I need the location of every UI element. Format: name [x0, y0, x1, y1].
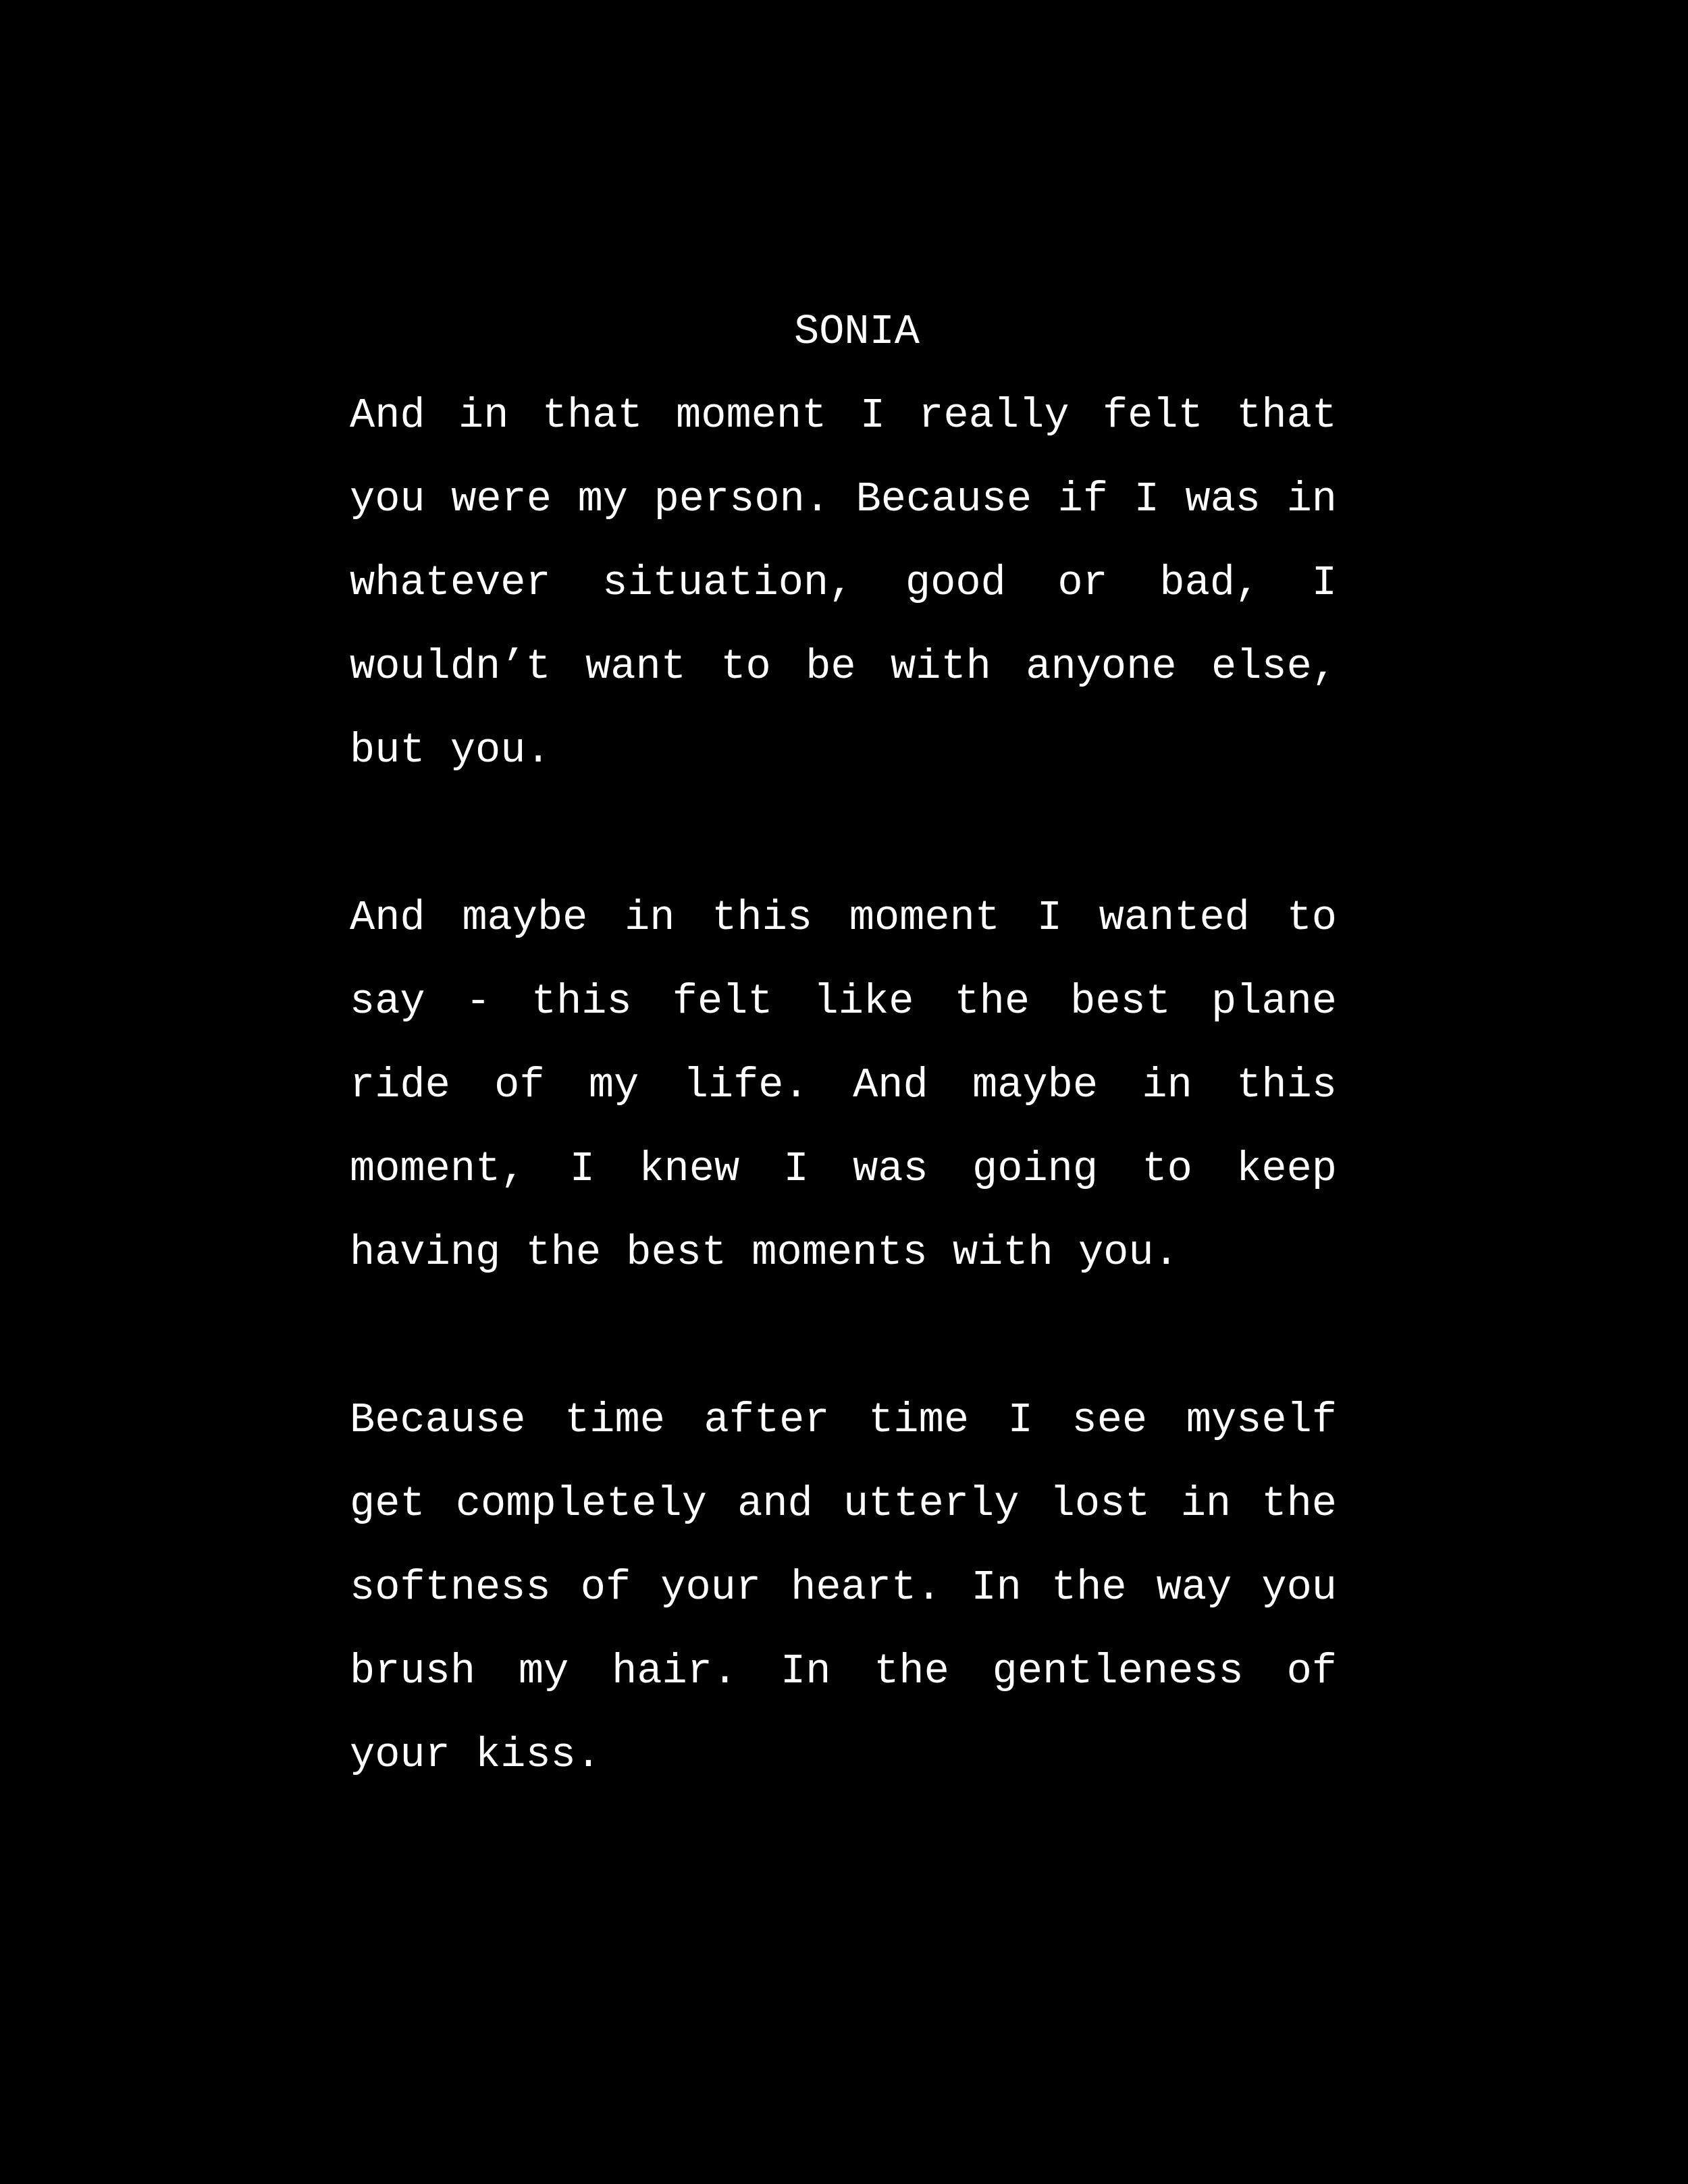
paragraph-spacer — [350, 1295, 1337, 1379]
dialogue-paragraph-1: And in that moment I really felt that you were my person. Because if I was in whatever situation, good or bad, I wouldn’t want to be with anyone else, but you. — [350, 392, 1337, 774]
paragraph-spacer — [350, 793, 1337, 876]
dialogue-block — [350, 290, 1337, 1797]
dialogue-paragraph-3: Because time after time I see myself get completely and utterly lost in the softness of your heart. In the way you brush my hair. In the gentleness of your kiss. — [350, 1396, 1337, 1779]
character-name: SONIA — [793, 308, 920, 356]
dialogue-paragraph-2: And maybe in this moment I wanted to say - this felt like the best plane ride of my life. And maybe in this moment, I knew I was going to keep having the best moments with you. — [350, 894, 1337, 1277]
